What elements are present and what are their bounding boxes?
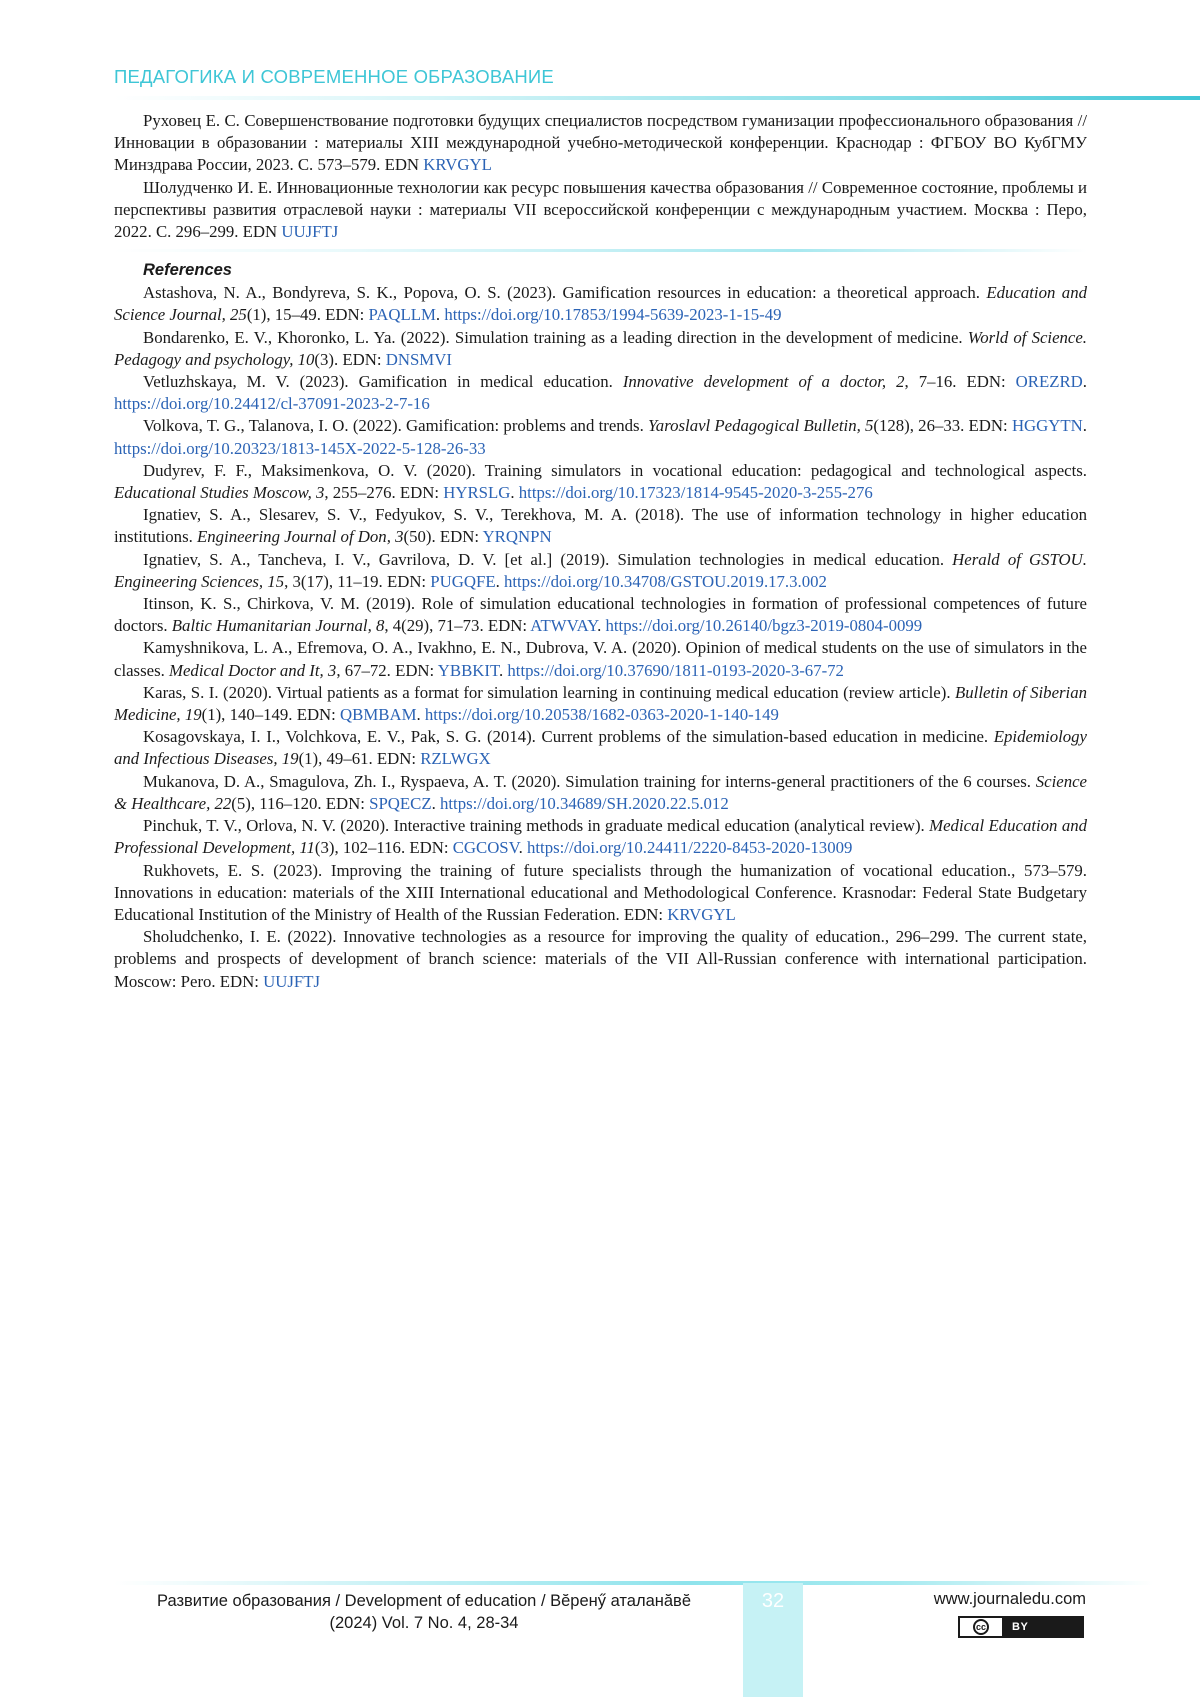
reference-text: Pinchuk, T. V., Orlova, N. V. (2020). Interactive training methods in graduate medical education (analytical review). [143, 816, 930, 836]
edn-link[interactable]: PAQLLM [368, 305, 436, 325]
reference-entry [114, 177, 1087, 244]
reference-text: Astashova, N. A., Bondyreva, S. K., Popova, O. S. (2023). Gamification resources in education: a theoretical approach. [143, 283, 987, 303]
journal-title: Engineering Journal of Don, 3 [197, 527, 404, 547]
reference-text: Шолудченко И. Е. Инновационные технологии как ресурс повышения качества образования // Современное состояние, проблемы и перспективы развития отраслевой науки : материалы VII всероссийской конференции с международным участием. Москва : Перо, 2022. С. 296–299. EDN [114, 177, 1087, 242]
section-title: ПЕДАГОГИКА И СОВРЕМЕННОЕ ОБРАЗОВАНИЕ [114, 66, 554, 87]
reference-text: Bondarenko, E. V., Khoronko, L. Ya. (2022). Simulation training as a leading direction in the development of medicine. [143, 327, 968, 347]
reference-text: (5), 116–120. EDN: [231, 793, 370, 813]
edn-link[interactable]: HGGYTN [1011, 416, 1083, 436]
reference-entry [114, 682, 1087, 726]
cc-by-license-badge[interactable] [958, 1616, 1084, 1638]
journal-title: Bulletin of Siberian Medicine, 19 [114, 682, 1087, 725]
edn-link[interactable]: PUGQFE [430, 571, 496, 591]
reference-text: Ignatiev, S. A., Slesarev, S. V., Fedyukov, S. V., Terekhova, M. A. (2018). The use of information technology in higher education institutions. [114, 505, 1087, 547]
edn-link[interactable]: OREZRD [1015, 372, 1083, 392]
edn-link[interactable]: UUJFTJ [263, 971, 321, 991]
references-heading: References [143, 261, 232, 280]
reference-entry [114, 504, 1087, 548]
doi-link[interactable]: https://doi.org/10.24411/2220-8453-2020-13009 [527, 838, 853, 858]
reference-text: . [1082, 372, 1087, 392]
reference-text: Ignatiev, S. A., Tancheva, I. V., Gavrilova, D. V. [et al.] (2019). Simulation technologies in medical education. [143, 549, 953, 569]
journal-citation [114, 1590, 734, 1634]
english-reference-list [114, 282, 1087, 993]
journal-issue: (2024) Vol. 7 No. 4, 28-34 [329, 1614, 519, 1632]
reference-text: Volkova, T. G., Talanova, I. O. (2022). Gamification: problems and trends. [143, 416, 649, 436]
reference-entry [114, 771, 1087, 815]
journal-title: Medical Education and Professional Development, 11 [114, 816, 1087, 858]
reference-text: (1), 15–49. EDN: [246, 305, 369, 325]
cc-ring-icon: cc [973, 1619, 989, 1635]
journal-title: Herald of GSTOU. Engineering Sciences, 15 [114, 549, 1087, 591]
journal-title: Education and Science Journal, 25 [114, 283, 1087, 325]
reference-text: Itinson, K. S., Chirkova, V. M. (2019). Role of simulation educational technologies in formation of professional competences of future doctors. [114, 594, 1087, 636]
reference-entry [114, 327, 1087, 371]
reference-text: . [1082, 416, 1087, 436]
edn-link[interactable]: YRQNPN [482, 527, 552, 547]
reference-text: Vetluzhskaya, M. V. (2023). Gamification in medical education. [143, 372, 623, 392]
reference-text: . [597, 616, 606, 636]
journal-title: Baltic Humanitarian Journal, 8 [171, 616, 385, 636]
reference-text: . [431, 793, 440, 813]
journal-title: Innovative development of a doctor, 2 [622, 372, 905, 392]
journal-title: Epidemiology and Infectious Diseases, 19 [114, 727, 1087, 769]
doi-link[interactable]: https://doi.org/10.20538/1682-0363-2020-1-140-149 [424, 705, 779, 725]
edn-link[interactable]: QBMBAM [340, 705, 417, 725]
doi-link[interactable]: https://doi.org/10.20323/1813-145X-2022-5-128-26-33 [114, 438, 486, 458]
journal-title: Educational Studies Moscow, 3 [114, 483, 325, 503]
reference-text: Руховец Е. С. Совершенствование подготовки будущих специалистов посредством гуманизации профессионального образования // Инновации в образовании : материалы XIII международной учебно-методической конференции. Краснодар : ФГБОУ ВО КубГМУ Минздрава России, 2023. С. 573–579. EDN [114, 111, 1087, 175]
cc-logo-icon [960, 1618, 1004, 1636]
edn-link[interactable]: KRVGYL [423, 155, 492, 175]
reference-text: . [416, 705, 425, 725]
edn-link[interactable]: DNSMVI [385, 349, 452, 369]
license-by-label: BY [1004, 1618, 1082, 1636]
page-number: 32 [761, 1590, 785, 1612]
footer-divider [114, 1581, 1154, 1585]
reference-text: (128), 26–33. EDN: [873, 416, 1012, 436]
doi-link[interactable]: https://doi.org/10.26140/bgz3-2019-0804-0099 [605, 616, 923, 636]
reference-entry [114, 549, 1087, 593]
journal-title: Yaroslavl Pedagogical Bulletin, 5 [648, 416, 874, 436]
reference-text: Kamyshnikova, L. A., Efremova, O. A., Ivakhno, E. N., Dubrova, V. A. (2020). Opinion of medical students on the use of simulators in the classes. [114, 638, 1087, 680]
journal-url-link[interactable]: www.journaledu.com [933, 1590, 1086, 1608]
reference-text: Kosagovskaya, I. I., Volchkova, E. V., Pak, S. G. (2014). Current problems of the simulation-based education in medicine. [143, 727, 994, 747]
reference-entry [114, 860, 1087, 927]
reference-text: (3). EDN: [314, 349, 386, 369]
reference-text: Rukhovets, E. S. (2023). Improving the training of future specialists through the humanization of vocational education., 573–579. Innovations in education: materials of the XIII International educational and Methodological Conference. Krasnodar: Federal State Budgetary Educational Institution of the Ministry of Health of the Russian Federation. EDN: [114, 860, 1087, 924]
reference-text: Sholudchenko, I. E. (2022). Innovative technologies as a resource for improving the quality of education., 296–299. The current state, problems and prospects of development of branch science: materials of the VII All-Russian conference with international participation. Moscow: Pero. EDN: [114, 927, 1087, 991]
reference-text: (1), 49–61. EDN: [298, 749, 421, 769]
doi-link[interactable]: https://doi.org/10.37690/1811-0193-2020-3-67-72 [507, 660, 844, 680]
edn-link[interactable]: RZLWGX [420, 749, 491, 769]
reference-entry [114, 926, 1087, 993]
reference-content [114, 110, 1087, 993]
reference-text: . [510, 483, 519, 503]
header-divider [114, 96, 1200, 100]
reference-entry [114, 726, 1087, 770]
edn-link[interactable]: HYRSLG [443, 483, 511, 503]
reference-entry [114, 282, 1087, 326]
doi-link[interactable]: https://doi.org/10.34708/GSTOU.2019.17.3.002 [503, 571, 827, 591]
doi-link[interactable]: https://doi.org/10.34689/SH.2020.22.5.012 [439, 793, 729, 813]
edn-link[interactable]: YBBKIT [437, 660, 500, 680]
doi-link[interactable]: https://doi.org/10.17323/1814-9545-2020-3-255-276 [518, 483, 873, 503]
edn-link[interactable]: CGCOSV [452, 838, 519, 858]
journal-title: Science & Healthcare, 22 [114, 771, 1087, 813]
edn-link[interactable]: KRVGYL [667, 904, 736, 924]
reference-entry [114, 593, 1087, 637]
russian-reference-list [114, 110, 1087, 243]
reference-text: , 7–16. EDN: [904, 372, 1016, 392]
journal-name: Развитие образования / Development of education / Вĕренӳ аталанăвĕ [157, 1592, 691, 1610]
reference-text: . [518, 838, 527, 858]
reference-text: Karas, S. I. (2020). Virtual patients as a format for simulation learning in continuing medical education (review article). [143, 682, 956, 702]
reference-text: , 67–72. EDN: [336, 660, 438, 680]
reference-text: Dudyrev, F. F., Maksimenkova, O. V. (2020). Training simulators in vocational education: pedagogical and technological aspects. [143, 460, 1087, 480]
doi-link[interactable]: https://doi.org/10.24412/cl-37091-2023-2-7-16 [114, 394, 430, 414]
reference-entry [114, 110, 1087, 177]
reference-entry [114, 415, 1087, 459]
reference-entry [114, 815, 1087, 859]
reference-text: . [495, 571, 504, 591]
journal-title: World of Science. Pedagogy and psychology, 10 [114, 327, 1088, 369]
edn-link[interactable]: UUJFTJ [281, 222, 339, 242]
doi-link[interactable]: https://doi.org/10.17853/1994-5639-2023-1-15-49 [444, 305, 782, 325]
reference-text: (50). EDN: [403, 527, 483, 547]
reference-text: . [499, 660, 508, 680]
reference-text: , 3(17), 11–19. EDN: [284, 571, 431, 591]
reference-entry [114, 637, 1087, 681]
edn-link[interactable]: SPQECZ [369, 793, 432, 813]
reference-text: (3), 102–116. EDN: [314, 838, 453, 858]
journal-title: Medical Doctor and It, 3 [169, 660, 337, 680]
reference-text: . [435, 305, 445, 325]
edn-link[interactable]: ATWVAY [530, 616, 598, 636]
reference-text: , 255–276. EDN: [324, 483, 444, 503]
references-divider [114, 249, 1087, 252]
reference-text: Mukanova, D. A., Smagulova, Zh. I., Ryspaeva, A. T. (2020). Simulation training for interns-general practitioners of the 6 courses. [143, 771, 1036, 791]
reference-text: , 4(29), 71–73. EDN: [384, 616, 531, 636]
reference-text: (1), 140–149. EDN: [201, 705, 341, 725]
reference-entry [114, 371, 1087, 415]
reference-entry [114, 460, 1087, 504]
